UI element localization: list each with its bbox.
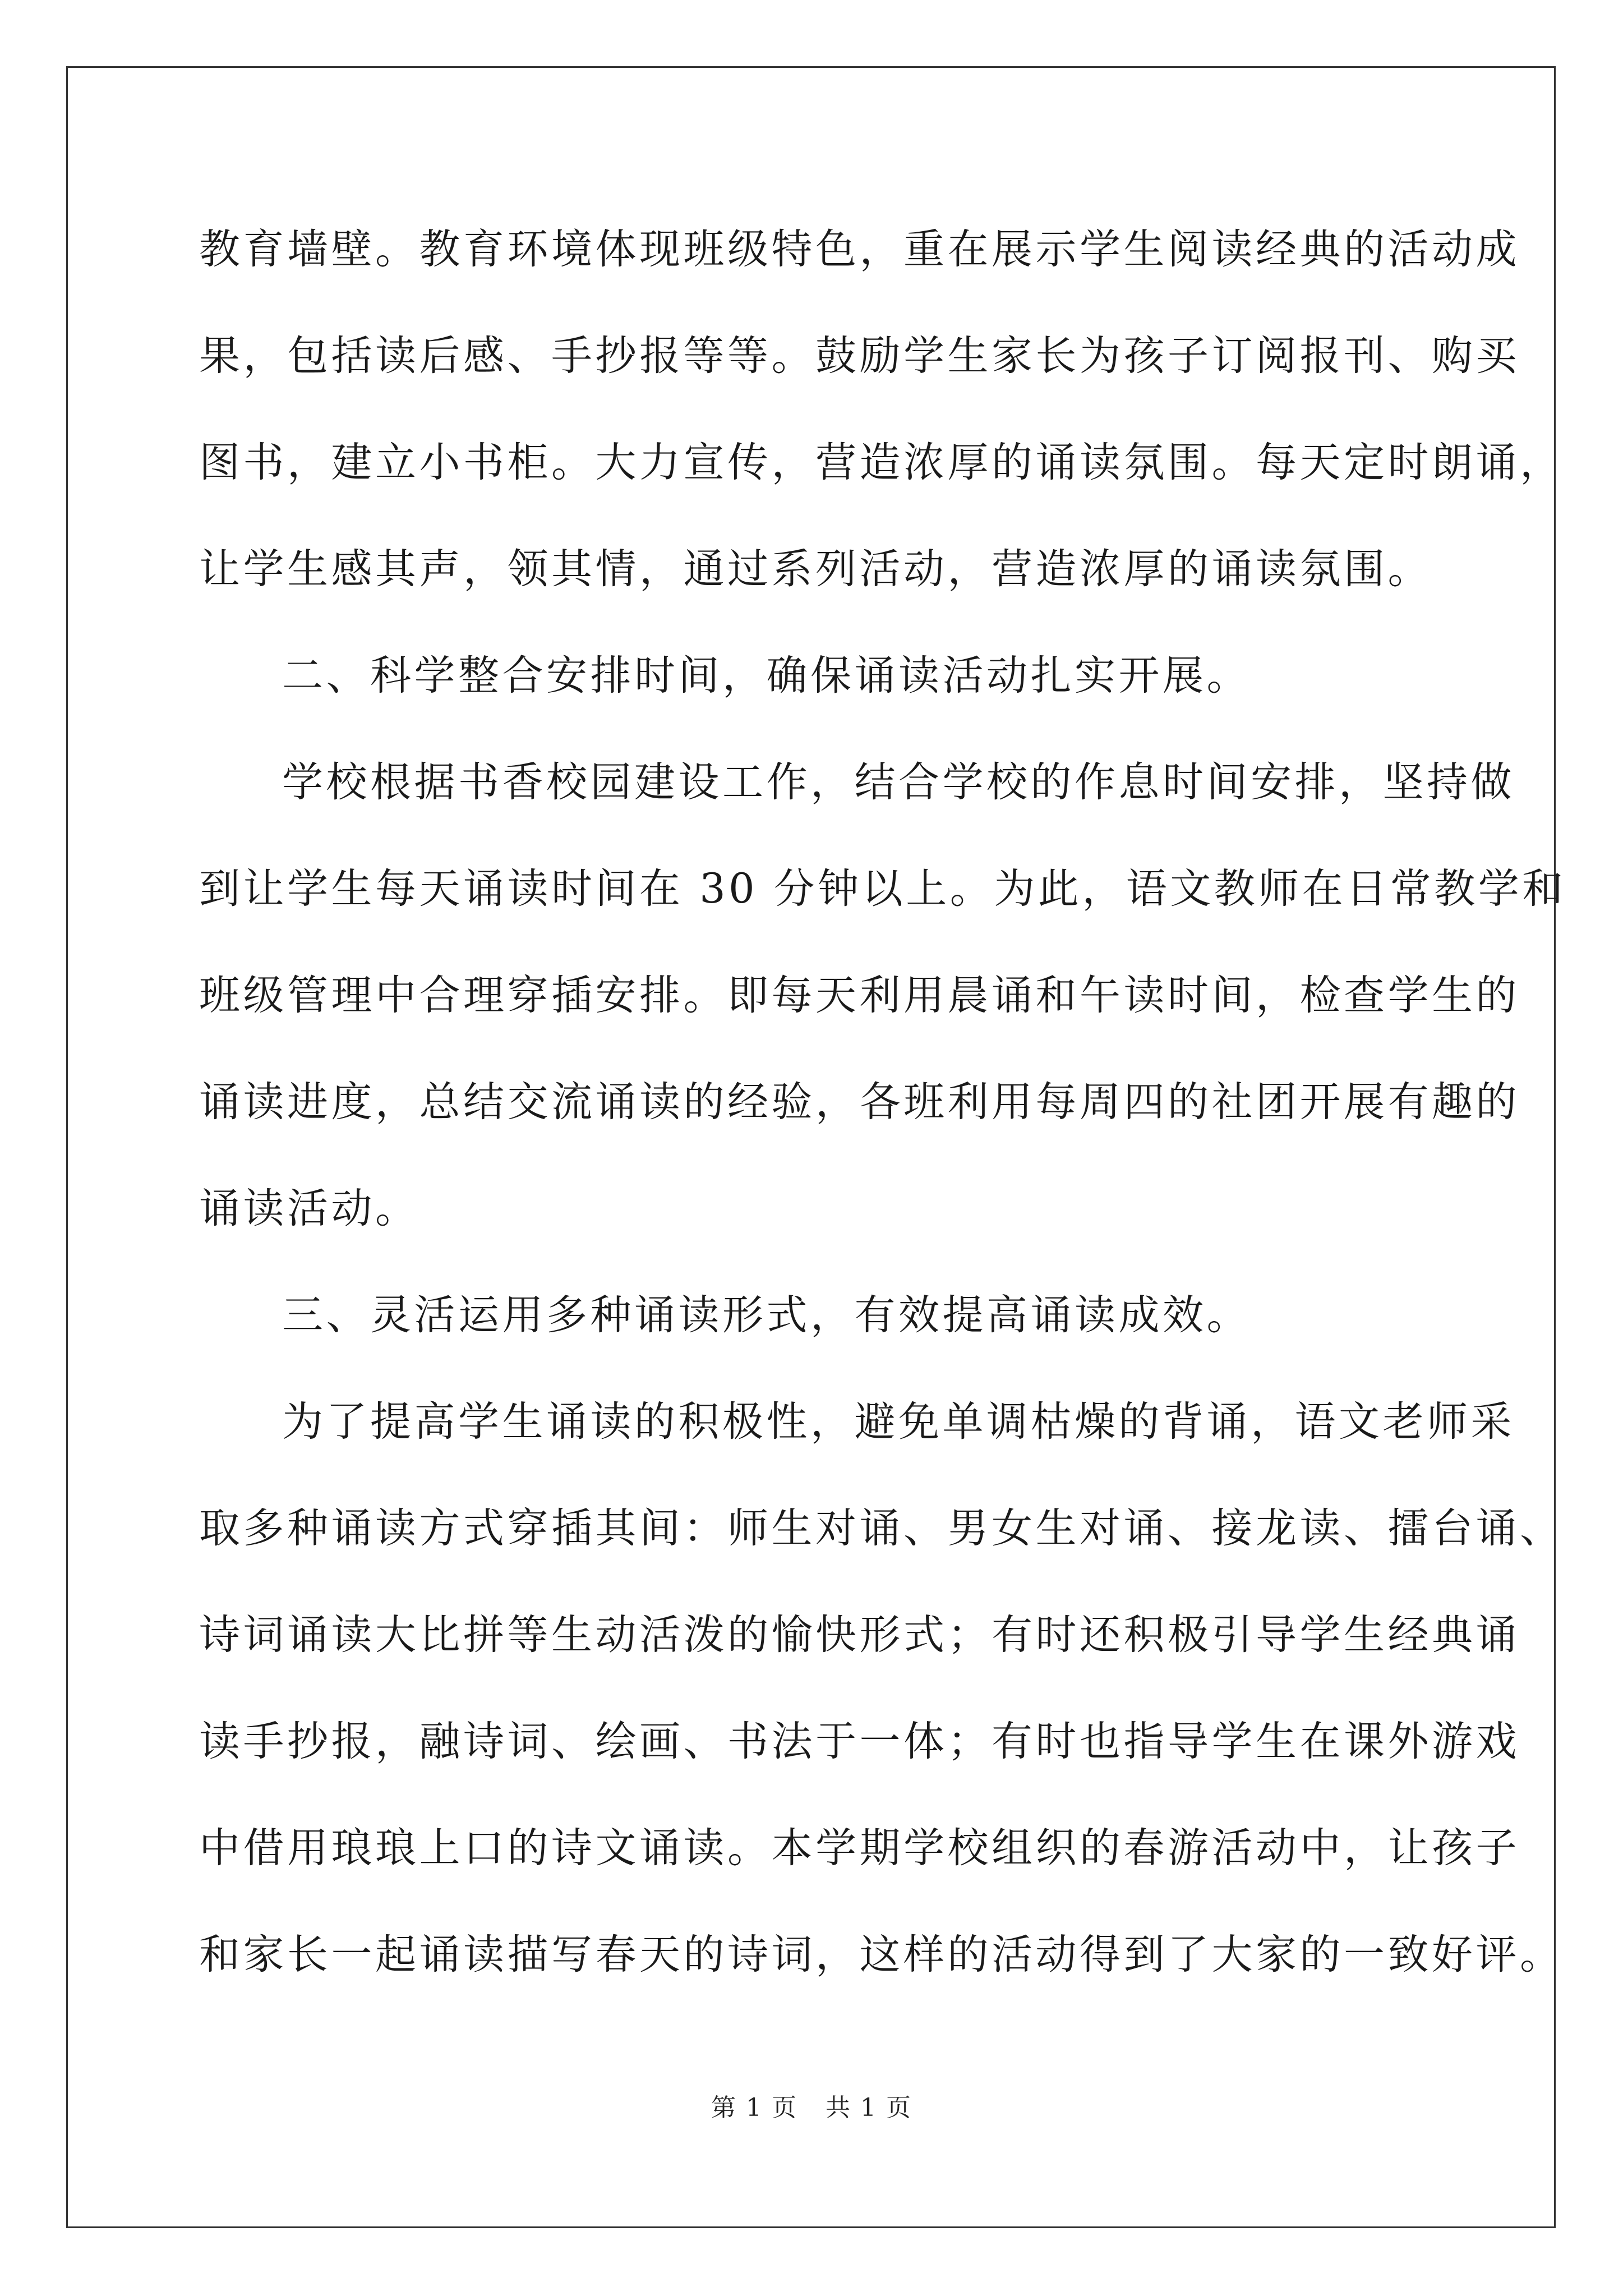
page-number: 第 1 页: [711, 2093, 797, 2122]
body-line: 到让学生每天诵读时间在 30 分钟以上。为此，语文教师在日常教学和: [199, 865, 1566, 913]
body-line: 图书，建立小书柜。大力宣传，营造浓厚的诵读氛围。每天定时朗诵，: [199, 439, 1564, 486]
body-line: 诵读活动。: [199, 1185, 419, 1232]
page-border: [66, 66, 1566, 2228]
body-line: 诵读进度，总结交流诵读的经验，各班利用每周四的社团开展有趣的: [199, 1078, 1520, 1126]
body-line: 教育墙壁。教育环境体现班级特色，重在展示学生阅读经典的活动成: [199, 226, 1520, 273]
page-total: 共 1 页: [826, 2093, 912, 2122]
body-line: 为了提高学生诵读的积极性，避免单调枯燥的背诵，语文老师采: [282, 1398, 1515, 1446]
body-line: 诗词诵读大比拼等生动活泼的愉快形式；有时还积极引导学生经典诵: [199, 1611, 1520, 1659]
body-line: 班级管理中合理穿插安排。即每天利用晨诵和午读时间，检查学生的: [199, 972, 1520, 1019]
section-heading: 二、科学整合安排时间，确保诵读活动扎实开展。: [282, 652, 1251, 700]
body-line: 和家长一起诵读描写春天的诗词，这样的活动得到了大家的一致好评。: [199, 1931, 1564, 1978]
page-footer: [0, 2091, 1623, 2125]
body-line: 取多种诵读方式穿插其间：师生对诵、男女生对诵、接龙读、擂台诵、: [199, 1504, 1564, 1552]
body-line: 让学生感其声，领其情，通过系列活动，营造浓厚的诵读氛围。: [199, 545, 1432, 593]
body-line: 中借用琅琅上口的诗文诵读。本学期学校组织的春游活动中，让孩子: [199, 1824, 1520, 1872]
body-line: 学校根据书香校园建设工作，结合学校的作息时间安排，坚持做: [282, 758, 1515, 806]
body-line: 果，包括读后感、手抄报等等。鼓励学生家长为孩子订阅报刊、购买: [199, 332, 1520, 380]
body-line: 读手抄报，融诗词、绘画、书法于一体；有时也指导学生在课外游戏: [199, 1718, 1520, 1765]
section-heading: 三、灵活运用多种诵读形式，有效提高诵读成效。: [282, 1291, 1251, 1339]
